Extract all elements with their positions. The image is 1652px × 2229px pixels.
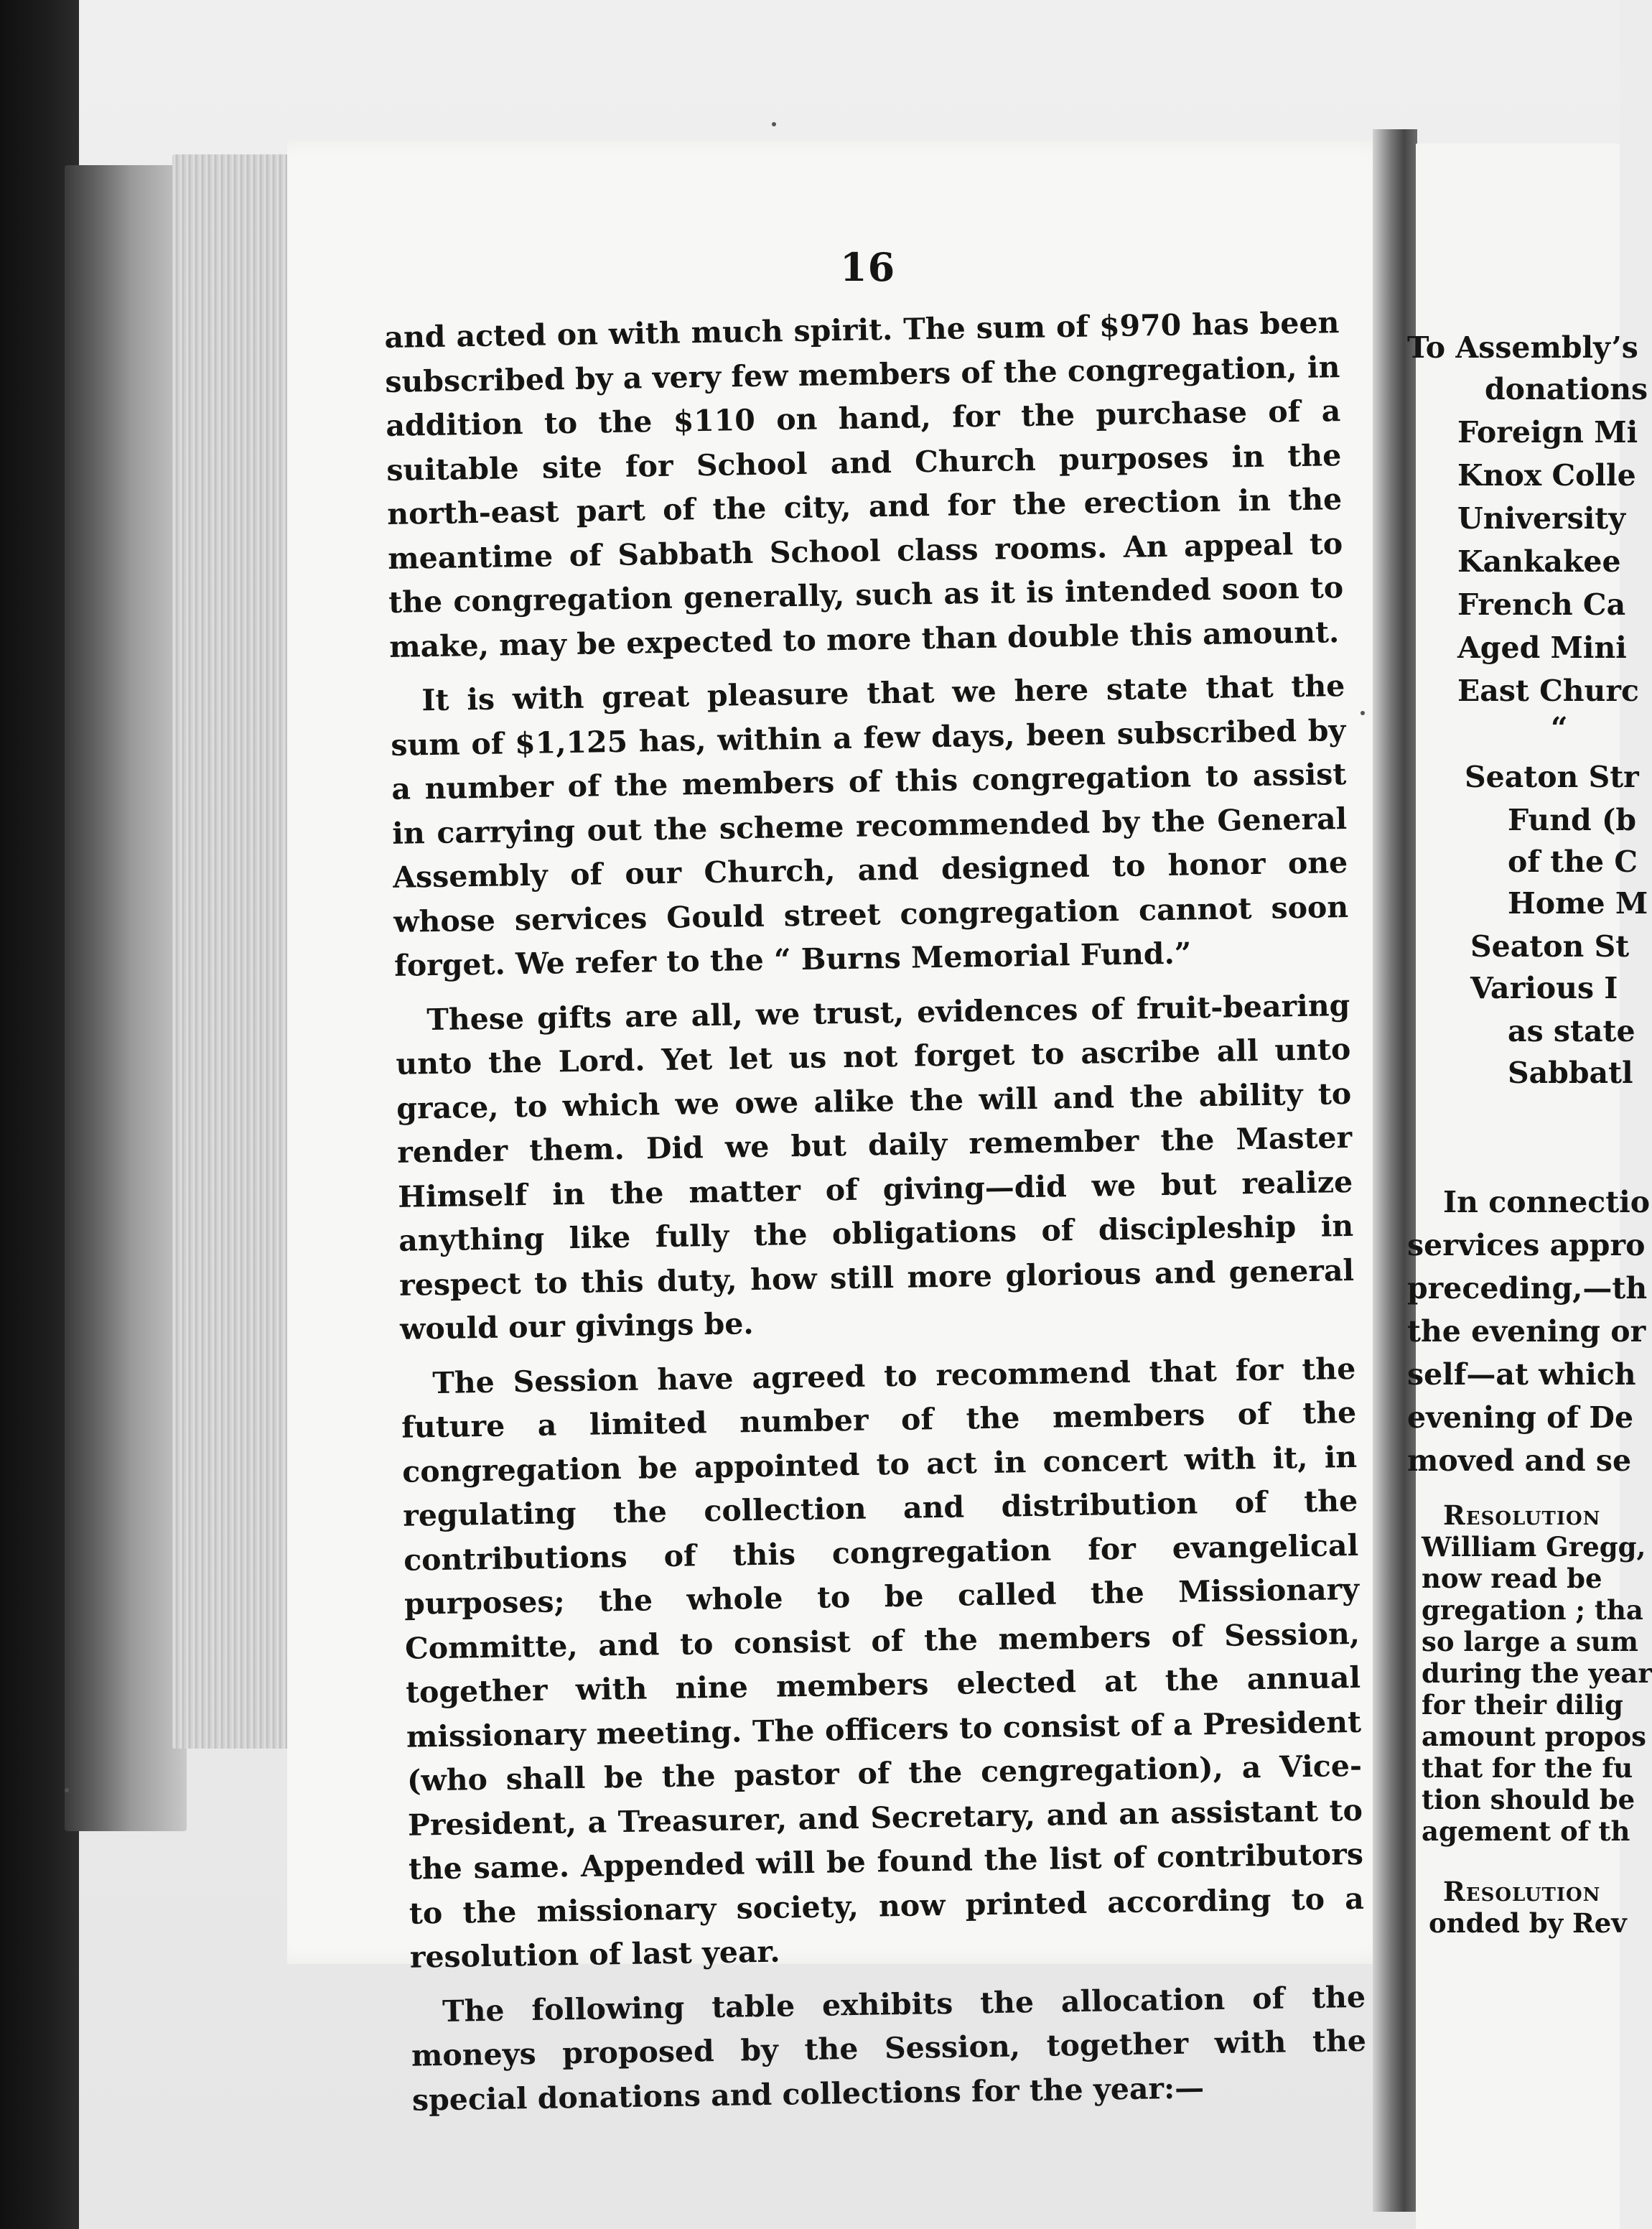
right-line: agement of th	[1422, 1815, 1630, 1847]
right-line: Foreign Mi	[1457, 415, 1638, 450]
right-line: amount propos	[1422, 1721, 1647, 1752]
right-line: services appro	[1407, 1228, 1646, 1262]
right-line: as state	[1508, 1014, 1635, 1048]
paragraph: It is with great pleasure that we here state that the sum of $1,125 has, within a few days, been subscribed by a number of the members of this congregation to assist in carrying out the scheme recommended by the General Assembly of our Church, and designed to honor one whose services Gould street congregation cannot soon forget. We refer to the “ Burns Memorial Fund.”	[391, 669, 1349, 983]
speck	[65, 1788, 69, 1792]
speck	[1361, 711, 1365, 715]
resolution-heading: Resolution	[1443, 1876, 1601, 1907]
paragraph: and acted on with much spirit. The sum of $970 has been subscribed by a very few members of the congregation, in addition to the $110 on hand, for the purchase of a suitable site for School and Church purposes in the north-east part of the city, and for the erection in the meantime of Sabbath School class rooms. An appeal to the congregation generally, such as it is intended soon to make, may be expected to more than double this amount.	[384, 305, 1344, 664]
right-line: moved and se	[1407, 1443, 1632, 1478]
right-page-text	[1407, 330, 1652, 1709]
right-line: tion should be	[1422, 1784, 1635, 1815]
right-line: of the C	[1508, 844, 1638, 879]
right-line: the evening or	[1407, 1314, 1646, 1349]
book-cover-edge	[65, 165, 187, 1831]
right-line: In connectio	[1443, 1185, 1651, 1219]
right-line: Seaton St	[1470, 929, 1630, 964]
right-line: gregation ; tha	[1422, 1594, 1643, 1626]
right-line: donations	[1485, 372, 1648, 406]
right-line: for their dilig	[1422, 1689, 1623, 1721]
page-number: 16	[840, 244, 896, 290]
right-line: Seaton Str	[1465, 760, 1639, 794]
right-line: William Gregg,	[1422, 1531, 1646, 1563]
right-line: Knox Colle	[1457, 458, 1636, 493]
right-line: Various I	[1470, 971, 1618, 1005]
right-line: that for the fu	[1422, 1752, 1633, 1784]
right-line: onded by Rev	[1429, 1907, 1627, 1939]
right-line: now read be	[1422, 1563, 1602, 1594]
right-line: “	[1551, 711, 1568, 745]
resolution-heading: Resolution	[1443, 1499, 1601, 1531]
paragraph: The following table exhibits the allocation of the moneys proposed by the Session, together with the special donations and collections for the year:—	[411, 1979, 1367, 2118]
right-line: Kankakee	[1457, 544, 1621, 579]
page-edges	[172, 154, 294, 1749]
paragraph: The Session have agreed to recommend that for the future a limited number of the members of the congregation be appointed to act in concert with it, in regulating the collection and distribution of the contributions of this congregation for evangelical purposes; the whole to be called the Missionary Committe, and to consist of the members of Session, together with nine members elected at the annual missionary meeting. The officers to consist of a President (who shall be the pastor of the cengregation), a Vice-President, a Treasurer, and Secretary, and an assistant to the same. Appended will be found the list of contributors to the missionary society, now printed according to a resolution of last year.	[401, 1351, 1365, 1975]
right-line: Fund (b	[1508, 803, 1637, 837]
right-line: Sabbatl	[1508, 1056, 1633, 1090]
right-line: Aged Mini	[1457, 630, 1627, 665]
speck	[772, 122, 776, 126]
right-line: To Assembly’s	[1407, 330, 1638, 365]
right-line: French Ca	[1457, 587, 1626, 622]
right-line: self—at which	[1407, 1357, 1636, 1392]
right-line: preceding,—th	[1407, 1271, 1648, 1306]
right-line: University	[1457, 501, 1626, 536]
right-line: East Churc	[1457, 674, 1639, 708]
right-line: Home M	[1508, 886, 1648, 921]
left-page-body	[384, 301, 1368, 2133]
right-line: so large a sum	[1422, 1626, 1638, 1657]
paragraph: These gifts are all, we trust, evidences of fruit-bearing unto the Lord. Yet let us not forget to ascribe all unto grace, to which we owe alike the will and the ability to render them. Did we but daily remember the Master Himself in the matter of giving—did we but realize anything like fully the obligations of discipleship in respect to this duty, how still more glorious and general would our givings be.	[395, 987, 1355, 1346]
right-page-text-lower	[1407, 1689, 1647, 2192]
right-line: evening of De	[1407, 1400, 1634, 1435]
right-line: during the year	[1422, 1657, 1652, 1689]
